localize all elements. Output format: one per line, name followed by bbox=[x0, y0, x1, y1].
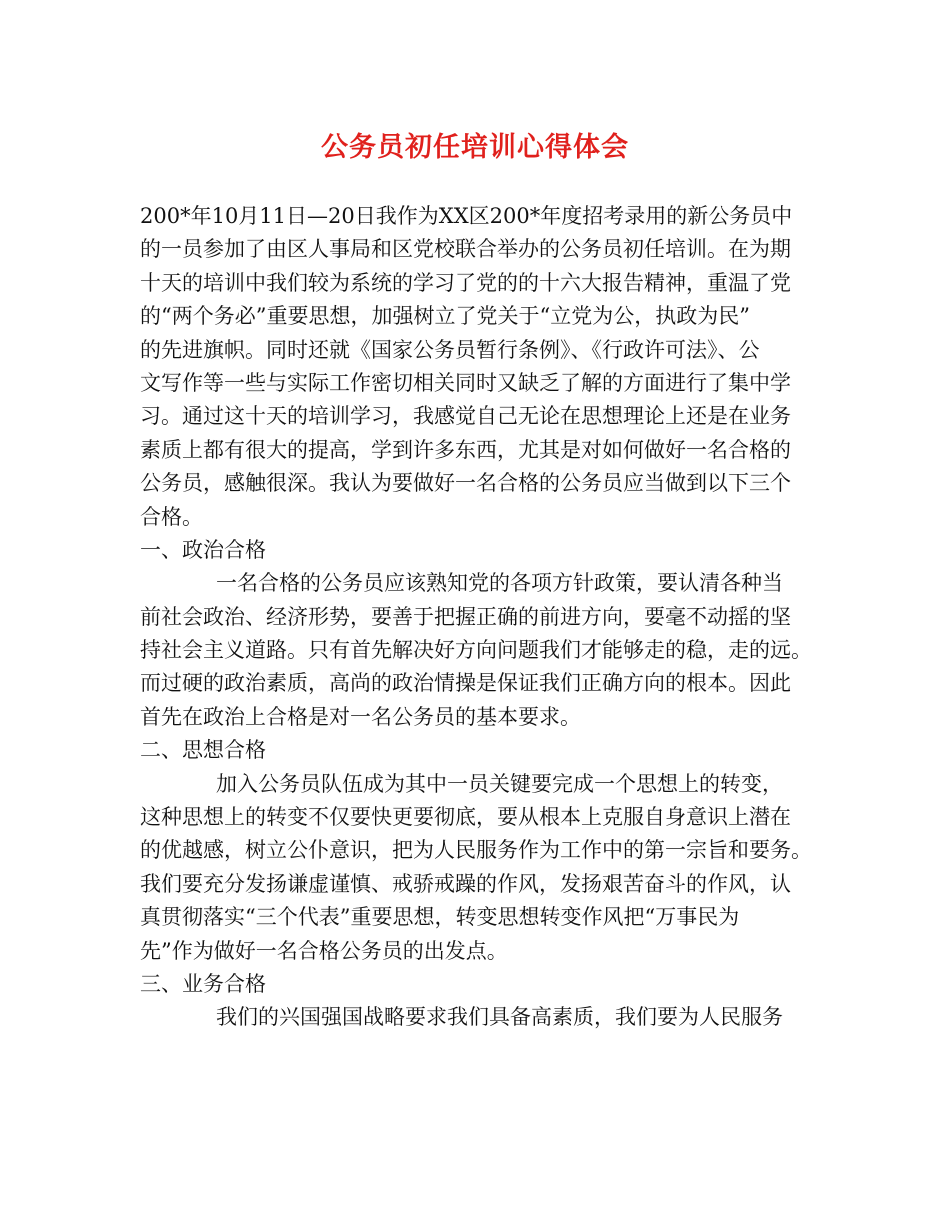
section-heading: 一、政治合格 bbox=[140, 537, 266, 562]
paragraph-line: 先”作为做好一名合格公务员的出发点。 bbox=[140, 938, 508, 963]
paragraph-line: 200*年10月11日—20日我作为XX区200*年度招考录用的新公务员中 bbox=[140, 204, 793, 228]
paragraph-line: 首先在政治上合格是对一名公务员的基本要求。 bbox=[140, 704, 581, 729]
paragraph-line: 的一员参加了由区人事局和区党校联合举办的公务员初任培训。在为期 bbox=[140, 237, 791, 262]
paragraph-line: 前社会政治、经济形势，要善于把握正确的前进方向，要毫不动摇的坚 bbox=[140, 604, 791, 629]
paragraph-line: 的先进旗帜。同时还就《国家公务员暂行条例》、《行政许可法》、公 bbox=[140, 337, 760, 362]
paragraph-line: 持社会主义道路。只有首先解决好方向问题我们才能够走的稳，走的远。 bbox=[140, 638, 812, 663]
section-heading: 三、业务合格 bbox=[140, 971, 266, 996]
paragraph-line: 公务员，感触很深。我认为要做好一名合格的公务员应当做到以下三个 bbox=[140, 471, 791, 496]
paragraph-line: 真贯彻落实“三个代表”重要思想，转变思想转变作风把“万事民为 bbox=[140, 905, 740, 930]
paragraph-line: 加入公务员队伍成为其中一员关键要完成一个思想上的转变， bbox=[216, 771, 783, 796]
paragraph-line: 一名合格的公务员应该熟知党的各项方针政策，要认清各种当 bbox=[216, 571, 783, 596]
document-title: 公务员初任培训心得体会 bbox=[321, 132, 629, 163]
paragraph-line: 素质上都有很大的提高，学到许多东西，尤其是对如何做好一名合格的 bbox=[140, 437, 791, 462]
paragraph-line: 我们的兴国强国战略要求我们具备高素质，我们要为人民服务 bbox=[216, 1005, 783, 1030]
paragraph-line: 文写作等一些与实际工作密切相关同时又缺乏了解的方面进行了集中学 bbox=[140, 370, 791, 395]
paragraph-line: 合格。 bbox=[140, 504, 203, 529]
paragraph-line: 习。通过这十天的培训学习，我感觉自己无论在思想理论上还是在业务 bbox=[140, 404, 791, 429]
paragraph-line: 而过硬的政治素质，高尚的政治情操是保证我们正确方向的根本。因此 bbox=[140, 671, 791, 696]
paragraph-line: 的“两个务必”重要思想，加强树立了党关于“立党为公，执政为民” bbox=[140, 304, 750, 329]
paragraph-line: 十天的培训中我们较为系统的学习了党的的十六大报告精神，重温了党 bbox=[140, 270, 791, 295]
paragraph-line: 我们要充分发扬谦虚谨慎、戒骄戒躁的作风，发扬艰苦奋斗的作风，认 bbox=[140, 871, 791, 896]
document-body bbox=[140, 200, 820, 1035]
paragraph-line: 的优越感，树立公仆意识，把为人民服务作为工作中的第一宗旨和要务。 bbox=[140, 838, 812, 863]
section-heading: 二、思想合格 bbox=[140, 738, 266, 763]
paragraph-line: 这种思想上的转变不仅要快更要彻底，要从根本上克服自身意识上潜在 bbox=[140, 805, 791, 830]
